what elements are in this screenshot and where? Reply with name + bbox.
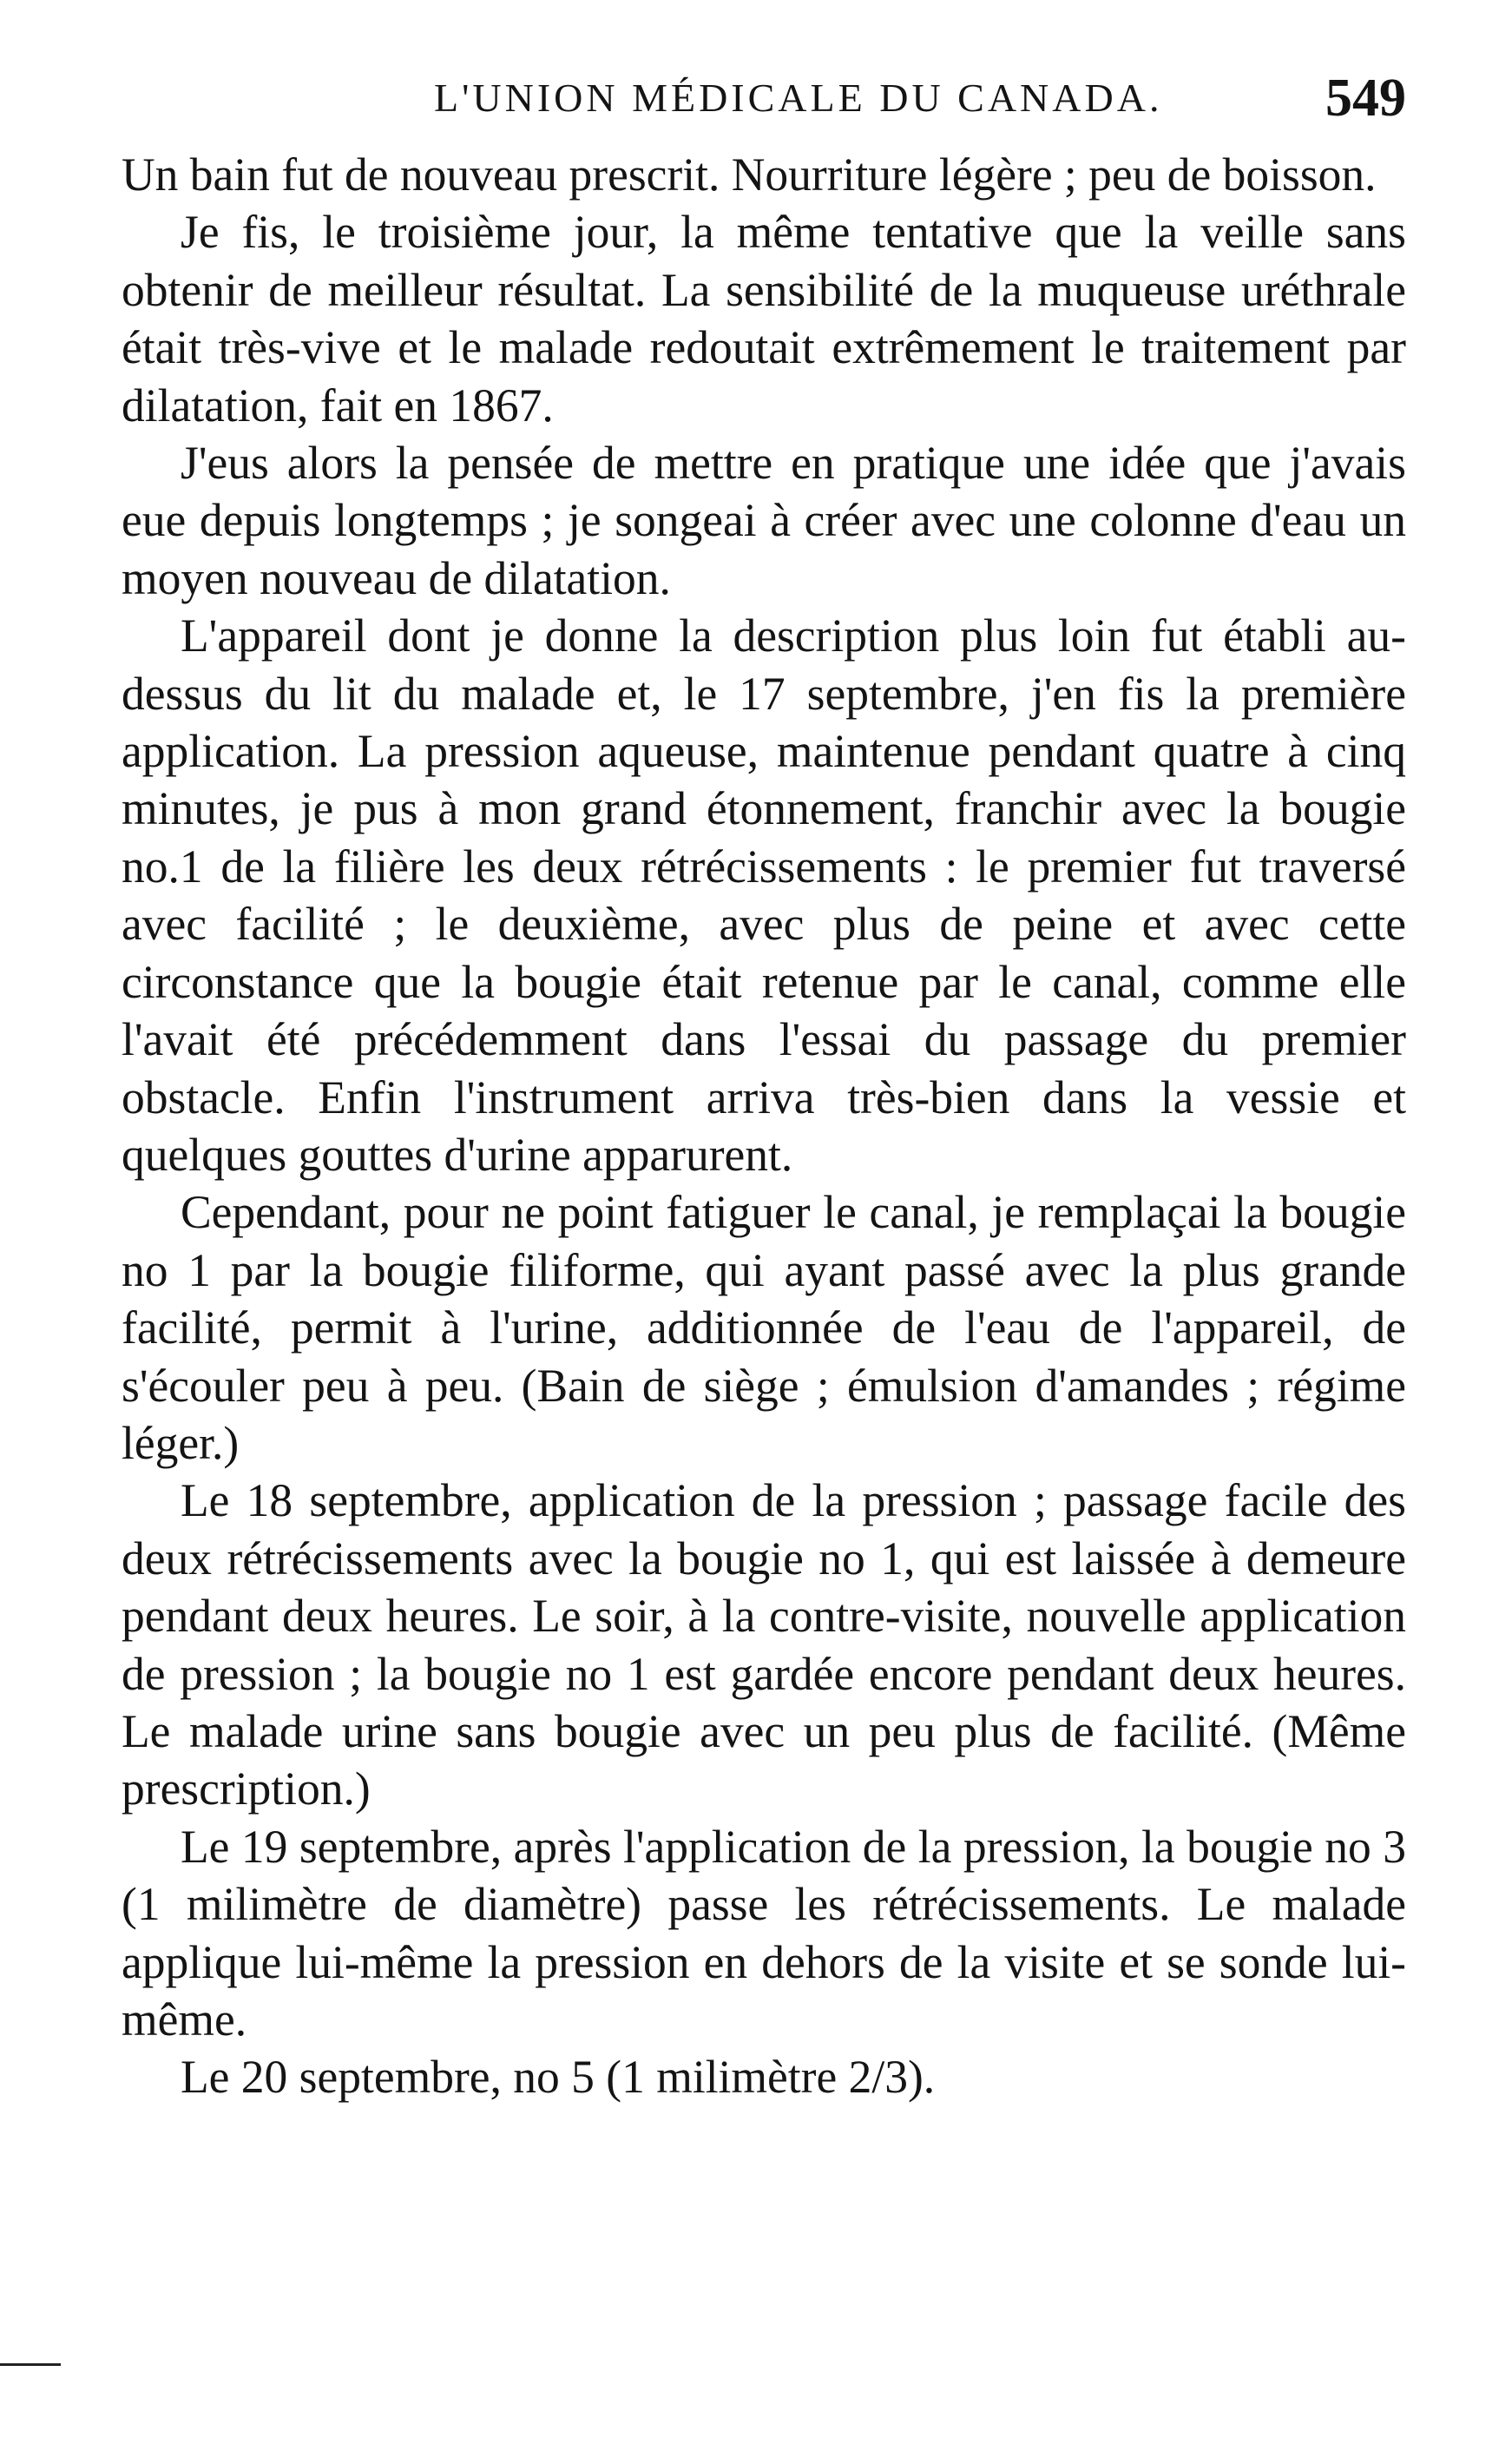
running-header [122,68,1406,146]
paragraph: Le 18 septembre, application de la pression ; passage facile des deux rétrécissements avec la bougie no 1, qui est laissée à demeure pendant deux heures. Le soir, à la contre-visite, nouvelle application de pression ; la bougie no 1 est gardée encore pendant deux heures. Le malade urine sans bougie avec un peu plus de facilité. (Même prescription.) [122,1474,1406,1815]
paragraph: J'eus alors la pensée de mettre en pratique une idée que j'avais eue depuis longtemps ; je songeai à créer avec une colonne d'eau un moyen nouveau de dilatation. [122,437,1406,604]
paragraph: Le 19 septembre, après l'application de la pression, la bougie no 3 (1 milimètre de diamètre) passe les rétrécissements. Le malade applique lui-même la pression en dehors de la visite et se sonde lui-même. [122,1820,1406,2046]
bottom-rule [0,2363,61,2366]
paragraph: Je fis, le troisième jour, la même tentative que la veille sans obtenir de meilleur résultat. La sensibilité de la muqueuse uréthrale était très-vive et le malade redoutait extrêmement le traitement par dilatation, fait en 1867. [122,206,1406,432]
paragraph: L'appareil dont je donne la description plus loin fut établi au-dessus du lit du malade et, le 17 septembre, j'en fis la première application. La pression aqueuse, maintenue pendant quatre à cinq minutes, je pus à mon grand étonnement, franchir avec la bougie no.1 de la filière les deux rétrécissements : le premier fut traversé avec facilité ; le deuxième, avec plus de peine et avec cette circonstance que la bougie était retenue par le canal, comme elle l'avait été précédemment dans l'essai du passage du premier obstacle. Enfin l'instrument arriva très-bien dans la vessie et quelques gouttes d'urine apparurent. [122,609,1406,1181]
body-text [122,146,1406,2106]
paragraph: Un bain fut de nouveau prescrit. Nourriture légère ; peu de boisson. [122,148,1377,201]
page-number: 549 [1325,69,1406,128]
paragraph: Le 20 septembre, no 5 (1 milimètre 2/3). [181,2051,936,2104]
paragraph: Cependant, pour ne point fatiguer le canal, je remplaçai la bougie no 1 par la bougie filiforme, qui ayant passé avec la plus grande facilité, permit à l'urine, additionnée de l'eau de l'appareil, de s'écouler peu à peu. (Bain de siège ; émulsion d'amandes ; régime léger.) [122,1186,1406,1469]
running-title: L'UNION MÉDICALE DU CANADA. [434,76,1163,120]
